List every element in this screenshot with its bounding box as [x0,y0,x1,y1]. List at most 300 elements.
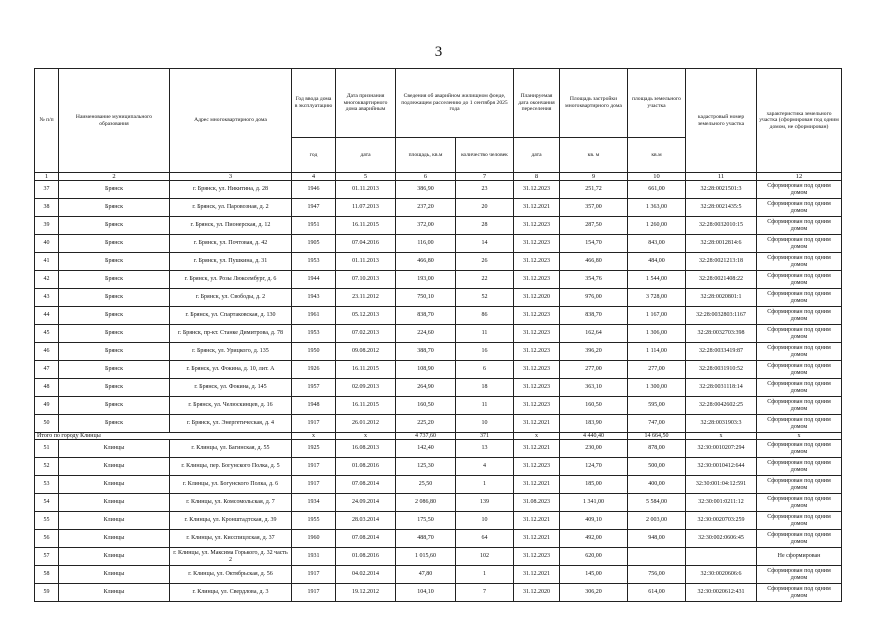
cell-land-area: 878,00 [628,440,686,458]
cell-area: 225,20 [396,415,456,433]
cell-people: 11 [456,325,514,343]
table-row [35,379,842,397]
total-label: Итого по городу Клинцы [35,433,292,440]
cell-num: 58 [35,566,59,584]
cell-cadastral: 32:28:0032010:15 [686,217,757,235]
cell-num: 46 [35,343,59,361]
cell-cadastral: 32:28:0031903:3 [686,415,757,433]
cell-year: 1953 [292,253,336,271]
cell-land-char: Сформирован под одним домом [757,217,842,235]
cell-building-area: 251,72 [560,181,628,199]
cell-land-char: Сформирован под одним домом [757,566,842,584]
cell-area: 47,80 [396,566,456,584]
cell-end-date: 31.12.2023 [514,458,560,476]
cell-cadastral: 32:28:0020801:1 [686,289,757,307]
cell-date: 01.11.2013 [336,253,396,271]
cell-num: 53 [35,476,59,494]
cell-land-char: Сформирован под одним домом [757,458,842,476]
col-number: 12 [757,173,842,181]
table-row [35,235,842,253]
cell-area: 264,90 [396,379,456,397]
cell-land-area [628,548,686,566]
cell-date: 26.01.2012 [336,415,396,433]
cell-date: 07.04.2016 [336,235,396,253]
cell-num: 41 [35,253,59,271]
cell-building-area: 162,64 [560,325,628,343]
cell-building-area: 160,50 [560,397,628,415]
cell-building-area: 620,00 [560,548,628,566]
cell-end-date: 31.12.2021 [514,415,560,433]
cell-cadastral: 32:28:0021408:22 [686,271,757,289]
total-date: x [336,433,396,440]
cell-address: г. Брянск, ул. Свободы, д. 2 [170,289,292,307]
cell-land-char: Сформирован под одним домом [757,494,842,512]
header-emergency-date: Дата признания многоквартирного дома аварийным [336,69,396,138]
cell-building-area: 124,70 [560,458,628,476]
cell-cadastral: 32:28:0021213:18 [686,253,757,271]
cell-date: 02.09.2013 [336,379,396,397]
cell-num: 45 [35,325,59,343]
cell-land-char: Сформирован под одним домом [757,253,842,271]
cell-people: 28 [456,217,514,235]
table-row [35,181,842,199]
cell-num: 38 [35,199,59,217]
cell-land-char: Сформирован под одним домом [757,440,842,458]
cell-address: г. Брянск, ул. Энергетическая, д. 4 [170,415,292,433]
cell-land-area: 2 003,00 [628,512,686,530]
cell-year: 1943 [292,289,336,307]
cell-municipality: Клинцы [59,458,170,476]
cell-end-date: 31.12.2023 [514,235,560,253]
cell-address: г. Клинцы, ул. Богунского Полка, д. 6 [170,476,292,494]
cell-land-char: Сформирован под одним домом [757,271,842,289]
cell-land-area: 756,00 [628,566,686,584]
col-number: 9 [560,173,628,181]
cell-building-area: 409,10 [560,512,628,530]
cell-end-date: 31.12.2023 [514,397,560,415]
col-number: 11 [686,173,757,181]
cell-municipality: Брянск [59,343,170,361]
header-cadastral: кадастровый номер земельного участка [686,69,757,173]
cell-date: 07.08.2014 [336,476,396,494]
total-build: 4 440,40 [560,433,628,440]
subheader-date2: дата [514,138,560,173]
cell-num: 50 [35,415,59,433]
col-number: 1 [35,173,59,181]
cell-date: 11.07.2013 [336,199,396,217]
table-row [35,217,842,235]
cell-municipality: Брянск [59,181,170,199]
col-number: 10 [628,173,686,181]
cell-building-area: 466,80 [560,253,628,271]
cell-year: 1960 [292,530,336,548]
cell-land-char: Сформирован под одним домом [757,235,842,253]
cell-year: 1948 [292,397,336,415]
cell-address: г. Клинцы, ул. Комсомольская, д. 7 [170,494,292,512]
cell-num: 59 [35,584,59,602]
cell-year: 1917 [292,566,336,584]
cell-land-char: Сформирован под одним домом [757,325,842,343]
header-num: № п/п [35,69,59,173]
header-building-area: Площадь застройки многоквартирного дома [560,69,628,138]
cell-building-area: 277,00 [560,361,628,379]
cell-people: 23 [456,181,514,199]
table-row [35,253,842,271]
cell-end-date: 31.08.2023 [514,494,560,512]
cell-address: г. Брянск, ул. Фокина, д. 145 [170,379,292,397]
table-row [35,199,842,217]
cell-num: 55 [35,512,59,530]
total-cad: x [686,433,757,440]
cell-cadastral: 32:30:0020606:6 [686,566,757,584]
table-row [35,289,842,307]
table-row [35,271,842,289]
cell-num: 47 [35,361,59,379]
table-row [35,494,842,512]
cell-end-date: 31.12.2023 [514,253,560,271]
cell-address: г. Брянск, ул. Розы Люксембург, д. 6 [170,271,292,289]
cell-end-date: 31.12.2023 [514,343,560,361]
subheader-sqm: кв. м [560,138,628,173]
cell-land-char: Сформирован под одним домом [757,379,842,397]
cell-people: 18 [456,379,514,397]
cell-land-char: Сформирован под одним домом [757,512,842,530]
cell-num: 56 [35,530,59,548]
cell-municipality: Брянск [59,361,170,379]
cell-people: 6 [456,361,514,379]
cell-end-date: 31.12.2020 [514,584,560,602]
cell-date: 24.09.2014 [336,494,396,512]
cell-date: 07.10.2013 [336,271,396,289]
cell-cadastral: 32:28:0033419:87 [686,343,757,361]
cell-num: 52 [35,458,59,476]
cell-area: 160,50 [396,397,456,415]
cell-land-area: 5 584,00 [628,494,686,512]
table-row [35,476,842,494]
cell-area: 750,10 [396,289,456,307]
col-number: 3 [170,173,292,181]
cell-area: 108,90 [396,361,456,379]
cell-area: 237,20 [396,199,456,217]
cell-land-char: Сформирован под одним домом [757,199,842,217]
cell-people: 10 [456,512,514,530]
cell-end-date: 31.12.2023 [514,548,560,566]
table-header [35,69,842,181]
cell-land-char: Сформирован под одним домом [757,181,842,199]
cell-end-date: 31.12.2023 [514,361,560,379]
cell-municipality: Брянск [59,397,170,415]
cell-people: 7 [456,584,514,602]
cell-year: 1955 [292,512,336,530]
total-year: x [292,433,336,440]
cell-municipality: Клинцы [59,476,170,494]
cell-address: г. Брянск, ул. Почтовая, д. 42 [170,235,292,253]
cell-num: 49 [35,397,59,415]
table-row [35,415,842,433]
cell-land-area: 400,00 [628,476,686,494]
cell-year: 1917 [292,415,336,433]
header-fund-info: Сведения об аварийном жилищном фонде, подлежащем расселению до 1 сентября 2025 года [396,69,514,138]
table-row [35,566,842,584]
cell-address: г. Клинцы, ул. Кронштадтская, д. 39 [170,512,292,530]
cell-cadastral: 32:28:0021435:5 [686,199,757,217]
cell-address: г. Клинцы, ул. Максима Горького, д. 32 часть 2 [170,548,292,566]
cell-end-date: 31.12.2021 [514,476,560,494]
cell-num: 54 [35,494,59,512]
cell-people: 11 [456,397,514,415]
cell-cadastral: 32:30:001:0211:12 [686,494,757,512]
cell-date: 04.02.2014 [336,566,396,584]
cell-land-area: 595,00 [628,397,686,415]
cell-year: 1917 [292,458,336,476]
cell-date: 05.12.2013 [336,307,396,325]
cell-area: 466,80 [396,253,456,271]
cell-address: г. Брянск, ул. Фокина, д. 10, лит. А [170,361,292,379]
cell-building-area: 154,70 [560,235,628,253]
cell-area: 386,90 [396,181,456,199]
cell-date: 01.08.2016 [336,548,396,566]
cell-date: 07.08.2014 [336,530,396,548]
cell-num: 43 [35,289,59,307]
cell-cadastral: 32:28:0032803:1167 [686,307,757,325]
total-area: 4 737,60 [396,433,456,440]
subheader-land-sqm: кв.м [628,138,686,173]
subheader-date: дата [336,138,396,173]
cell-year: 1944 [292,271,336,289]
cell-end-date: 31.12.2023 [514,217,560,235]
cell-municipality: Клинцы [59,584,170,602]
cell-land-area: 1 114,00 [628,343,686,361]
subheader-area: площадь, кв.м [396,138,456,173]
total-end: x [514,433,560,440]
table-row [35,548,842,566]
cell-land-area: 3 728,00 [628,289,686,307]
cell-num: 51 [35,440,59,458]
cell-date: 01.08.2016 [336,458,396,476]
cell-municipality: Брянск [59,199,170,217]
col-number: 4 [292,173,336,181]
cell-end-date: 31.12.2023 [514,307,560,325]
cell-cadastral: 32:28:0042602:25 [686,397,757,415]
cell-people: 52 [456,289,514,307]
cell-people: 14 [456,235,514,253]
cell-address: г. Брянск, ул. Никитина, д. 28 [170,181,292,199]
cell-area: 388,70 [396,343,456,361]
table-row [35,458,842,476]
cell-municipality: Клинцы [59,566,170,584]
cell-year: 1925 [292,440,336,458]
header-land-area: площадь земельного участка [628,69,686,138]
cell-year: 1961 [292,307,336,325]
cell-address: г. Брянск, ул. Пушкина, д. 31 [170,253,292,271]
cell-people: 1 [456,476,514,494]
cell-end-date: 31.12.2023 [514,181,560,199]
cell-address: г. Брянск, пр-кт. Станке Димитрова, д. 78 [170,325,292,343]
cell-year: 1917 [292,584,336,602]
cell-municipality: Клинцы [59,494,170,512]
cell-people: 102 [456,548,514,566]
cell-address: г. Брянск, ул. Урицкого, д. 135 [170,343,292,361]
cell-land-char: Сформирован под одним домом [757,397,842,415]
table-row [35,307,842,325]
cell-building-area: 287,50 [560,217,628,235]
cell-municipality: Брянск [59,379,170,397]
cell-land-area: 843,00 [628,235,686,253]
cell-building-area: 1 341,00 [560,494,628,512]
cell-cadastral: 32:30:001:04:12:591 [686,476,757,494]
cell-area: 2 086,80 [396,494,456,512]
cell-year: 1931 [292,548,336,566]
cell-building-area: 354,76 [560,271,628,289]
cell-num: 48 [35,379,59,397]
cell-people: 10 [456,415,514,433]
cell-date: 28.03.2014 [336,512,396,530]
cell-people: 139 [456,494,514,512]
cell-year: 1953 [292,325,336,343]
cell-land-char: Сформирован под одним домом [757,307,842,325]
table-row [35,530,842,548]
cell-land-area: 661,00 [628,181,686,199]
cell-people: 4 [456,458,514,476]
cell-municipality: Клинцы [59,530,170,548]
table-row [35,397,842,415]
cell-land-area: 500,00 [628,458,686,476]
cell-num: 37 [35,181,59,199]
cell-cadastral: 32:28:0031118:14 [686,379,757,397]
housing-table [34,68,842,602]
cell-municipality: Брянск [59,271,170,289]
cell-address: г. Клинцы, пер. Богунского Полка, д. 5 [170,458,292,476]
cell-land-area: 1 306,00 [628,325,686,343]
cell-end-date: 31.12.2021 [514,440,560,458]
cell-cadastral: 32:30:0020612:431 [686,584,757,602]
cell-municipality: Брянск [59,325,170,343]
col-number: 8 [514,173,560,181]
cell-end-date: 31.12.2020 [514,289,560,307]
cell-building-area: 976,00 [560,289,628,307]
cell-end-date: 31.12.2021 [514,566,560,584]
cell-area: 1 015,60 [396,548,456,566]
cell-area: 175,50 [396,512,456,530]
cell-year: 1951 [292,217,336,235]
cell-land-char: Сформирован под одним домом [757,584,842,602]
cell-year: 1947 [292,199,336,217]
cell-date: 19.12.2012 [336,584,396,602]
total-people: 371 [456,433,514,440]
cell-land-area: 1 167,00 [628,307,686,325]
cell-address: г. Брянск, ул. Пионерская, д. 12 [170,217,292,235]
cell-land-area: 614,00 [628,584,686,602]
header-address: Адрес многоквартирного дома [170,69,292,173]
cell-land-area: 747,00 [628,415,686,433]
cell-area: 838,70 [396,307,456,325]
cell-land-char: Сформирован под одним домом [757,415,842,433]
cell-cadastral: 32:28:0032703:398 [686,325,757,343]
cell-end-date: 31.12.2021 [514,199,560,217]
cell-year: 1926 [292,361,336,379]
cell-people: 26 [456,253,514,271]
cell-num: 57 [35,548,59,566]
cell-area: 125,30 [396,458,456,476]
cell-municipality: Брянск [59,253,170,271]
total-land: 14 664,50 [628,433,686,440]
cell-end-date: 31.12.2021 [514,530,560,548]
cell-area: 116,00 [396,235,456,253]
header-year: Год ввода дома в эксплуатацию [292,69,336,138]
cell-people: 64 [456,530,514,548]
cell-building-area: 145,00 [560,566,628,584]
cell-date: 07.02.2013 [336,325,396,343]
cell-end-date: 31.12.2021 [514,512,560,530]
cell-end-date: 31.12.2023 [514,379,560,397]
cell-num: 42 [35,271,59,289]
cell-people: 1 [456,566,514,584]
cell-date: 16.11.2015 [336,361,396,379]
col-number: 7 [456,173,514,181]
cell-municipality: Клинцы [59,440,170,458]
cell-people: 20 [456,199,514,217]
cell-building-area: 183,90 [560,415,628,433]
total-row [35,433,842,440]
cell-date: 16.11.2015 [336,217,396,235]
cell-building-area: 357,00 [560,199,628,217]
cell-area: 25,50 [396,476,456,494]
cell-people: 22 [456,271,514,289]
cell-cadastral: 32:28:0031910:52 [686,361,757,379]
cell-year: 1905 [292,235,336,253]
cell-address: г. Брянск, ул. Паровозная, д. 2 [170,199,292,217]
cell-municipality: Брянск [59,289,170,307]
cell-address: г. Клинцы, ул. Октябрьская, д. 56 [170,566,292,584]
cell-address: г. Клинцы, ул. Багинская, д. 55 [170,440,292,458]
cell-land-char: Сформирован под одним домом [757,361,842,379]
cell-cadastral: 32:28:0021501:3 [686,181,757,199]
cell-address: г. Клинцы, ул. Свердлова, д. 3 [170,584,292,602]
cell-land-area: 277,00 [628,361,686,379]
cell-area: 142,40 [396,440,456,458]
table-row [35,361,842,379]
subheader-people: количество человек [456,138,514,173]
cell-land-char: Сформирован под одним домом [757,343,842,361]
cell-people: 13 [456,440,514,458]
table-row [35,343,842,361]
cell-building-area: 363,10 [560,379,628,397]
cell-cadastral: 32:30:0010207:294 [686,440,757,458]
col-number: 5 [336,173,396,181]
cell-area: 104,10 [396,584,456,602]
table-row [35,584,842,602]
cell-area: 193,00 [396,271,456,289]
cell-building-area: 396,20 [560,343,628,361]
cell-num: 44 [35,307,59,325]
cell-area: 488,70 [396,530,456,548]
cell-area: 372,00 [396,217,456,235]
cell-land-area: 1 544,00 [628,271,686,289]
cell-municipality: Брянск [59,415,170,433]
cell-municipality: Клинцы [59,512,170,530]
cell-land-char: Сформирован под одним домом [757,476,842,494]
cell-cadastral: 32:30:0010412:644 [686,458,757,476]
cell-date: 16.11.2015 [336,397,396,415]
cell-year: 1957 [292,379,336,397]
cell-building-area: 492,00 [560,530,628,548]
total-char: x [757,433,842,440]
cell-municipality: Клинцы [59,548,170,566]
table-row [35,440,842,458]
cell-municipality: Брянск [59,217,170,235]
cell-land-area: 484,00 [628,253,686,271]
header-municipality: Наименование муниципального образования [59,69,170,173]
